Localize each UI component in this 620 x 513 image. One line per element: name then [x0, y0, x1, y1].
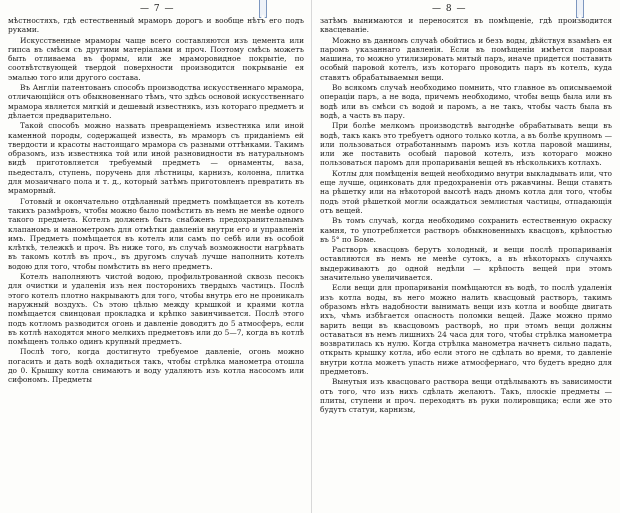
paragraph: Можно въ данномъ случаѣ обойтись и безъ воды, дѣйствуя взамѣнъ ея паромъ указаннаго давленія. Если въ помѣщеніи имѣется паровая машина, то можно утилизировать мятый паръ, иначе придется поставить особый паровой котелъ, изъ котораго проводить паръ въ котелъ, куда ставятъ обрабатываемыя вещи. [320, 35, 612, 82]
paragraph: При болѣе мелкомъ производствѣ выгоднѣе обрабатывать вещи въ водѣ, такъ какъ это требуетъ одного только котла, а въ болѣе крупномъ — или пользоваться отработаннымъ паромъ изъ котла паровой машины, или же поставить особый паровой котелъ, изъ котораго можно пользоваться паромъ для пропариванія вещей въ нѣсколькихъ котлахъ. [320, 121, 612, 168]
paragraph: Въ Англіи патентованъ способъ производства искусственнаго мрамора, отличающійся отъ обыкновеннаго тѣмъ, что здѣсь основой искусственнаго мрамора является мягкій и дешевый известнякъ, изъ котораго предметъ и дѣлается предварительно. [8, 83, 304, 120]
paragraph: Котелъ наполняютъ чистой водою, профильтрованной сквозь песокъ для очистки и удаленія изъ нея посторонихъ твердыхъ частицъ. Послѣ этого котелъ плотно накрываютъ для того, чтобы внутрь его не проникалъ наружный воздухъ. Съ этою цѣлью между крышкой и краями котла помѣщается свинцовая прокладка и крѣпко завинчивается. Послѣ этого подъ котломъ разводится огонь и давленіе доводятъ до 5 атмосферъ, если въ котлѣ находятся много мелкихъ предметовъ или до 5—7, когда въ котлѣ помѣщенъ только одинъ крупный предметъ. [8, 272, 304, 347]
paragraph: Такой способъ можно назвать превращеніемъ известняка или иной каменной породы, содержащей известь, въ мраморъ съ приданіемъ ей твердости и красоты настоящаго мрамора съ разными оттѣнками. Такимъ образомъ, изъ известняка той или иной разновидности въ натуральномъ видѣ приготовляется требуемый предметъ — орнаменты, ваза, пьедесталъ, ступень, поручень для лѣстницы, карнизъ, колонна, плитка для мозаичнаго пола и т. д., который затѣмъ приготовленъ превратить въ мраморный. [8, 121, 304, 196]
page-number: — 7 — [140, 4, 175, 14]
paragraph: Въ томъ случаѣ, когда необходимо сохранить естественную окраску камня, то употребляется растворъ обыкновенныхъ квасцовъ, крѣпостью въ 5° по Боме. [320, 216, 612, 244]
paragraph: Готовый и окончательно отдѣланный предметъ помѣщается въ котелъ такихъ размѣровъ, чтобы можно было помѣстить въ немъ не менѣе одного такого предмета. Котелъ долженъ быть снабженъ предохранительнымъ клапаномъ и манометромъ для отмѣтки давленія внутри его и управленія имъ. Предметъ помѣщается въ котелъ или самъ по себѣ или въ особой клѣткѣ, тележкѣ и проч. Въ ниже того, въ случаѣ возможности нагрѣвать въ такомъ котлѣ въ проч., въ другомъ случаѣ лучше наполнить котелъ водою для того, чтобы помѣстить въ него предметъ. [8, 196, 304, 271]
page-body [320, 16, 612, 415]
paragraph: затѣмъ вынимаются и переносятся въ помѣщеніе, гдѣ производится квасцеваніе. [320, 16, 612, 35]
paragraph: Послѣ того, когда достигнуто требуемое давленіе, огонь можно погасить и дать водѣ охладиться такъ, чтобы стрѣлка манометра отошла до 0. Крышку котла снимаютъ и воду удаляютъ изъ котла насосомъ или сифономъ. Предметы [8, 347, 304, 385]
paragraph: Искусственные мраморы чаще всего составляются изъ цемента или гипса въ смѣси съ другими матеріалами и проч. Поэтому смѣсь можетъ быть отливаема въ формы, или же мраморовидное покрытіе, по соотвѣтствующей твердой поверхности производится покрываніе ея эмалью того или другого состава. [8, 35, 304, 82]
paragraph: Растворъ квасцовъ берутъ холодный, и вещи послѣ пропариванія оставляются въ немъ не менѣе сутокъ, а въ нѣкоторыхъ случаяхъ выдерживаютъ до одной недѣли — крѣпость вещей при этомъ значительно увеличивается. [320, 245, 612, 283]
page-number: — 8 — [432, 4, 467, 14]
paragraph: Во всякомъ случаѣ необходимо помнить, что главное въ описываемой операціи паръ, а не вода, причемъ необходимо, чтобы вещь была или въ водѣ или въ смѣси съ водой и паромъ, а не такъ, чтобы часть была въ водѣ, а часть въ пару. [320, 83, 612, 120]
paragraph: мѣстностяхъ, гдѣ естественный мраморъ дорогъ и вообще нѣтъ его подъ руками. [8, 16, 304, 35]
page-body [8, 16, 304, 386]
right-page [311, 0, 620, 513]
paragraph: Котлы для помѣщенія вещей необходимо внутри выкладывать или, что еще лучше, оцинковать для предохраненія отъ ржавчины. Вещи ставятъ на рѣшетку или на нѣкоторой высотѣ надъ дномъ котла для того, чтобы подъ этой рѣшеткой могли осаждаться землистыя частицы, отпадающія отъ вещей. [320, 168, 612, 215]
paragraph: Если вещи для пропариванія помѣщаются въ водѣ, то послѣ удаленія изъ котла воды, въ него можно налить квасцовый растворъ, такимъ образомъ нѣтъ надобности вынимать вещи изъ котла и вообще двигать ихъ, чѣмъ избѣгается опасность поломки вещей. Даже можно прямо варить вещи въ квасцовомъ растворѣ, но при этомъ вещи должны оставаться въ немъ лишнихъ 24 часа для того, чтобы стрѣлка манометра возвратилась къ нулю. Когда стрѣлка манометра начнетъ сильно падать, открыть крышку котла, ибо если этого не сдѣлать во время, то давленіе внутри котла можетъ упасть ниже атмосфернаго, что будетъ вредно для предметовъ. [320, 283, 612, 376]
paragraph: Вынутыя изъ квасцоваго раствора вещи отдѣлываютъ въ зависимости отъ того, что изъ нихъ сдѣлать желаютъ. Такъ, плоскіе предметы — плиты, ступени и проч. переходятъ въ руки полировщика; если же это будутъ статуи, карнизы, [320, 377, 612, 415]
